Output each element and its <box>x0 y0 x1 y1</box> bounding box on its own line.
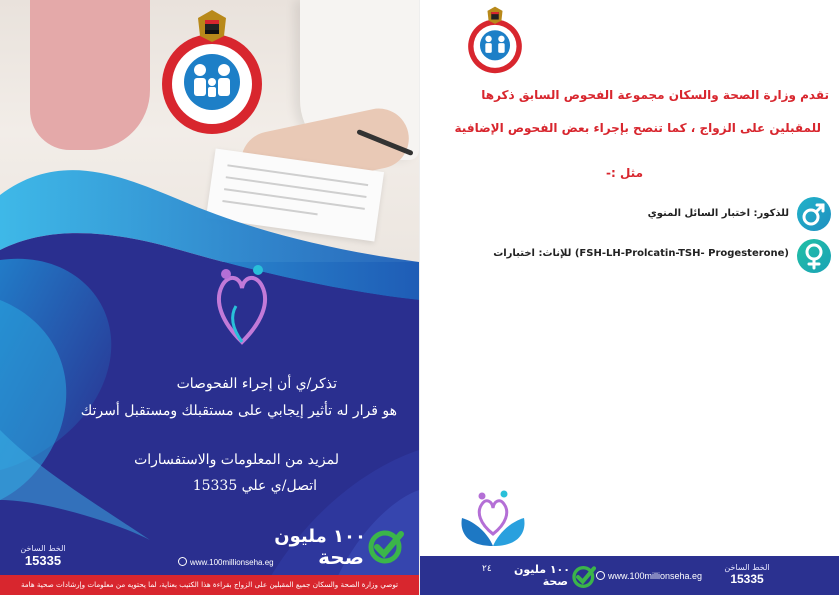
check-icon <box>368 530 404 564</box>
brand-line-2: صحة <box>318 545 364 569</box>
example-label: مثل :- <box>606 166 643 180</box>
hotline-number: 15335 <box>730 572 764 586</box>
100-million-seha-brand-small <box>513 563 596 591</box>
female-test-item: للإناث: اختبارات (FSH-LH-Prolcatin-TSH- Progesterone) <box>493 248 789 259</box>
hotline-number: 15335 <box>24 553 62 568</box>
intro-line-1: تقدم وزارة الصحة والسكان مجموعة الفحوص السابق ذكرها <box>481 88 829 102</box>
hotline-box <box>720 563 774 586</box>
page-number: ٢٤ <box>482 564 492 574</box>
info-line-2: اتصل/ي علي 15335 <box>192 478 317 494</box>
reminder-line-1: تذكر/ي أن إجراء الفحوصات <box>176 376 337 392</box>
ministry-logo-small <box>466 6 524 76</box>
reminder-line-2: هو قرار له تأثير إيجابي على مستقبلك ومستقبل أسرتك <box>80 403 397 419</box>
ministry-logo <box>158 10 266 138</box>
check-icon <box>572 565 596 589</box>
female-icon <box>797 239 831 273</box>
globe-icon <box>596 571 605 580</box>
website-text: www.100millionseha.eg <box>190 558 274 567</box>
male-test-item: للذكور: اختبار السائل المنوي <box>647 208 789 219</box>
website-link[interactable] <box>596 571 702 581</box>
left-page <box>0 0 419 595</box>
website-text: www.100millionseha.eg <box>608 571 703 581</box>
male-icon <box>797 197 831 231</box>
brand-line-1: ١٠٠ مليون <box>274 526 366 547</box>
intro-line-2: للمقبلين على الزواج ، كما تنصح بإجراء بعض الفحوص الإضافية <box>454 121 821 135</box>
right-page <box>419 0 839 595</box>
globe-icon <box>178 557 187 566</box>
hotline-title: الخط الساخن <box>20 544 66 553</box>
website-link[interactable] <box>178 557 274 567</box>
heart-leaves-logo <box>458 488 528 558</box>
heart-logo <box>212 262 272 352</box>
info-line-1: لمزيد من المعلومات والاستفسارات <box>134 452 339 468</box>
hotline-title: الخط الساخن <box>724 563 770 572</box>
hotline-box <box>14 544 72 568</box>
footer-advisory: توصي وزارة الصحة والسكان جميع المقبلين على الزواج بقراءة هذا الكتيب بعناية، لما يحتويه من معلومات وإرشادات صحية هامة <box>0 575 419 595</box>
100-million-seha-brand <box>274 526 404 569</box>
brand-line-2: صحة <box>542 575 568 588</box>
brand-line-1: ١٠٠ مليون <box>513 563 570 576</box>
